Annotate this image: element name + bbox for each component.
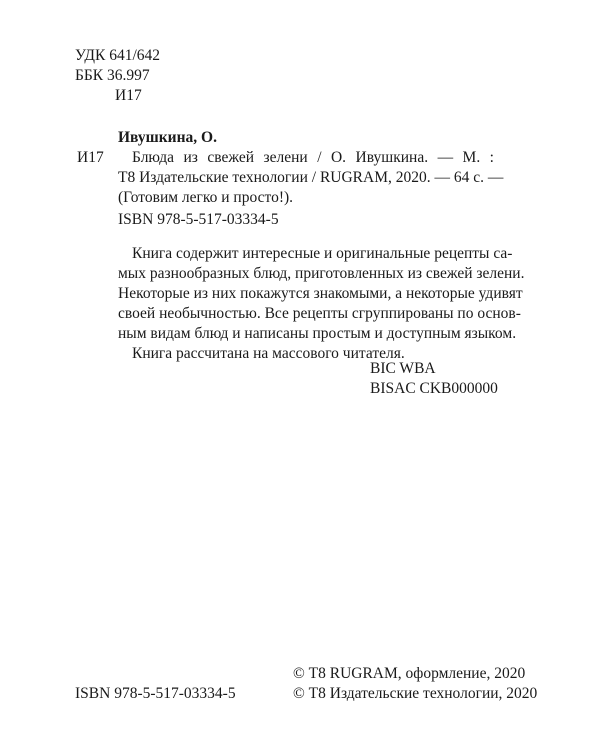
annotation-line: своей необычностью. Все рецепты сгруппированы по основ- xyxy=(118,305,521,322)
author-name: Ивушкина, О. xyxy=(118,129,217,146)
copyright-line: © Т8 RUGRAM, оформление, 2020 xyxy=(293,665,526,682)
copyright-block xyxy=(293,664,537,704)
copyright-line: © Т8 Издательские технологии, 2020 xyxy=(293,685,538,702)
annotation-line: ным видам блюд и написаны простым и доступным языком. xyxy=(118,325,517,342)
entry-isbn: ISBN 978-5-517-03334-5 xyxy=(118,211,279,228)
annotation-line: мых разнообразных блюд, приготовленных из свежей зелени. xyxy=(118,265,525,282)
annotation-line: Некоторые из них покажутся знакомыми, а некоторые удивят xyxy=(118,285,523,302)
entry-author-mark: И17 xyxy=(77,149,104,166)
annotation-line: Книга содержит интересные и оригинальные рецепты са- xyxy=(132,245,513,262)
bic-code: BIC WBA xyxy=(370,360,436,377)
description-line: (Готовим легко и просто!). xyxy=(118,189,294,206)
bbk-code: ББК 36.997 xyxy=(75,67,150,84)
subject-codes xyxy=(370,359,498,399)
description-line: Т8 Издательские технологии / RUGRAM, 2020. — 64 с. — xyxy=(118,169,504,186)
author-mark: И17 xyxy=(115,87,142,104)
udk-code: УДК 641/642 xyxy=(75,47,161,64)
bisac-code: BISAC CKB000000 xyxy=(370,380,498,397)
footer-isbn: ISBN 978-5-517-03334-5 xyxy=(75,685,236,702)
classification-block xyxy=(75,46,160,106)
annotation-line: Книга рассчитана на массового читателя. xyxy=(132,345,405,362)
description-line: Блюда из свежей зелени / О. Ивушкина. — М. : xyxy=(132,149,494,166)
annotation xyxy=(118,244,525,364)
bibliographic-description xyxy=(118,148,504,208)
